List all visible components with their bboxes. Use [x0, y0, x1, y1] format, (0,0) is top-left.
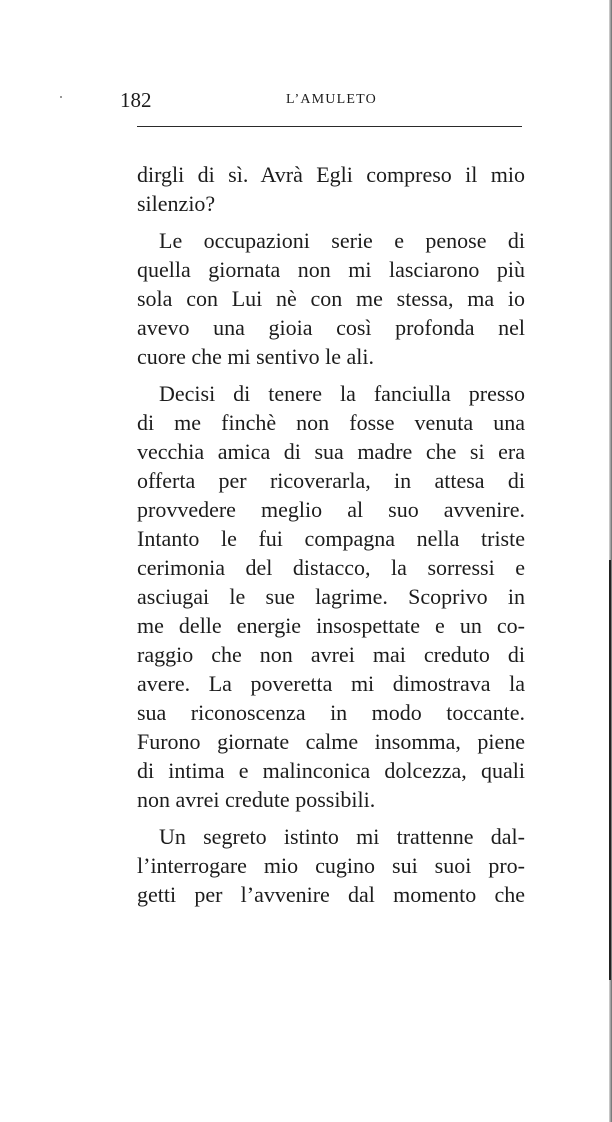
page-number: 182: [120, 88, 152, 112]
text-line: di me finchè non fosse venuta una: [137, 410, 525, 435]
text-line: avere. La poveretta mi dimostrava la: [137, 671, 525, 696]
text-line: offerta per ricoverarla, in attesa di: [137, 468, 525, 493]
text-line: cerimonia del distacco, la sorressi e: [137, 555, 525, 580]
text-line: me delle energie insospettate e un co-: [137, 613, 525, 638]
binding-edge: [609, 560, 611, 980]
text-line: avevo una gioia così profonda nel: [137, 315, 525, 340]
text-line: di intima e malinconica dolcezza, quali: [137, 758, 525, 783]
text-line: vecchia amica di sua madre che si era: [137, 439, 525, 464]
running-title: L’AMULETO: [286, 92, 377, 107]
text-line: quella giornata non mi lasciarono più: [137, 257, 525, 282]
text-line: sola con Lui nè con me stessa, ma io: [137, 286, 525, 311]
text-line: provvedere meglio al suo avvenire.: [137, 497, 525, 522]
text-line: Decisi di tenere la fanciulla presso: [159, 381, 525, 406]
text-line: Intanto le fui compagna nella triste: [137, 526, 525, 551]
body-text: [137, 160, 525, 909]
text-line: silenzio?: [137, 191, 216, 216]
text-line: Le occupazioni serie e penose di: [159, 228, 525, 253]
text-line: raggio che non avrei mai creduto di: [137, 642, 525, 667]
scan-speck: [60, 96, 62, 98]
text-line: non avrei credute possibili.: [137, 787, 376, 812]
header-rule: [137, 126, 522, 127]
text-line: l’interrogare mio cugino sui suoi pro-: [137, 853, 525, 878]
text-line: asciugai le sue lagrime. Scoprivo in: [137, 584, 525, 609]
text-line: cuore che mi sentivo le ali.: [137, 344, 375, 369]
text-line: dirgli di sì. Avrà Egli compreso il mio: [137, 162, 525, 187]
text-line: Un segreto istinto mi trattenne dal-: [159, 824, 525, 849]
text-line: sua riconoscenza in modo toccante.: [137, 700, 525, 725]
text-line: Furono giornate calme insomma, piene: [137, 729, 525, 754]
text-line: getti per l’avvenire dal momento che: [137, 882, 525, 907]
